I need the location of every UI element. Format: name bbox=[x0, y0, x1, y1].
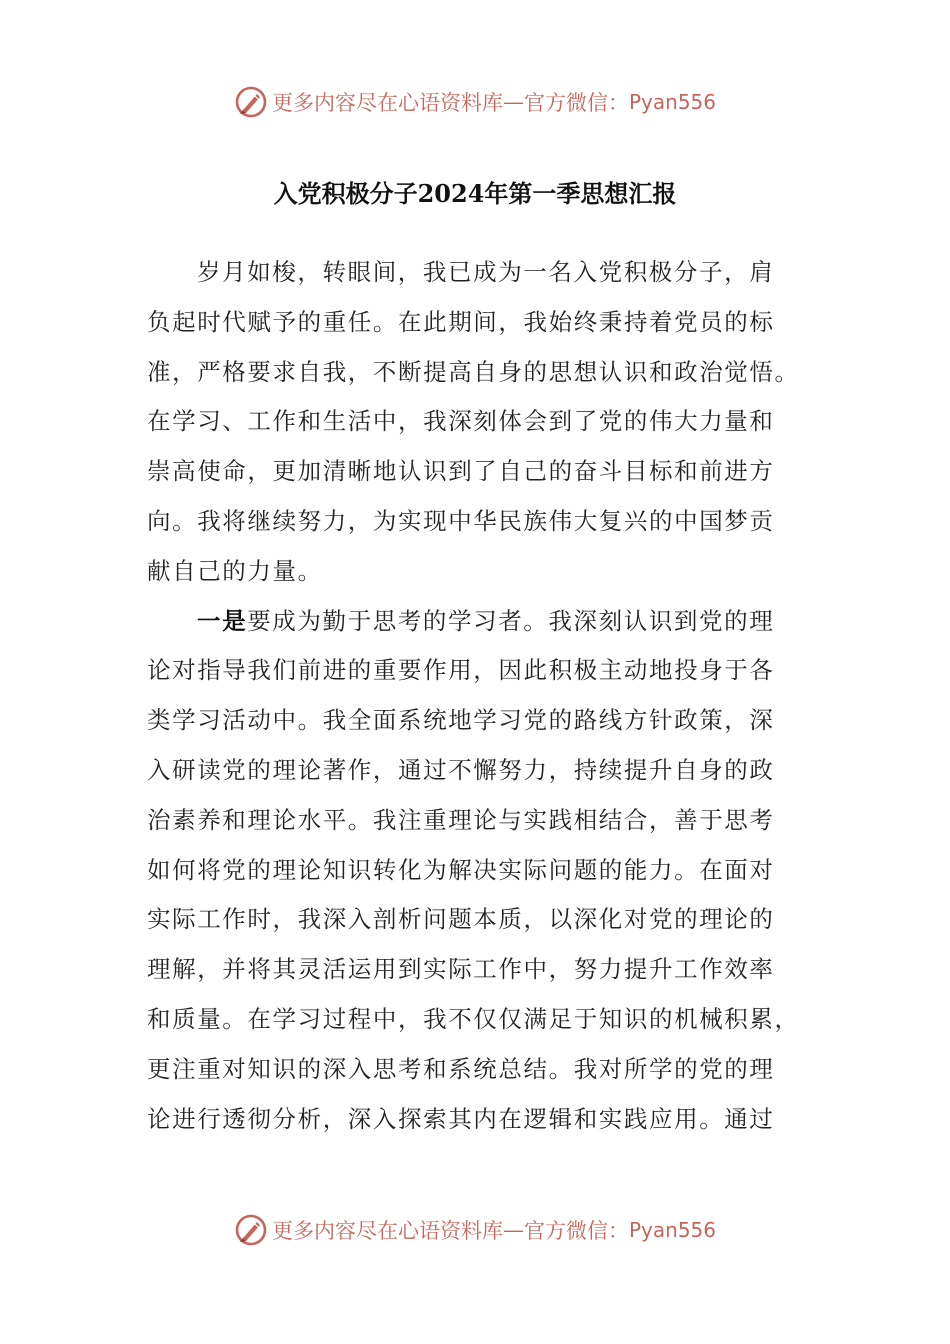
text-line: 如何将党的理论知识转化为解决实际问题的能力。在面对 bbox=[147, 855, 775, 884]
text-line: 和质量。在学习过程中，我不仅仅满足于知识的机械积累， bbox=[147, 1004, 800, 1033]
text-line: 入研读党的理论著作，通过不懈努力，持续提升自身的政 bbox=[147, 755, 775, 784]
header-banner bbox=[0, 82, 950, 122]
text-line: 准，严格要求自我，不断提高自身的思想认识和政治觉悟。 bbox=[147, 357, 800, 386]
text-line: 崇高使命，更加清晰地认识到了自己的奋斗目标和前进方 bbox=[147, 457, 775, 486]
paragraph-2 bbox=[147, 597, 807, 1145]
banner-separator: — bbox=[502, 1218, 524, 1242]
text-line: 在学习、工作和生活中，我深刻体会到了党的伟大力量和 bbox=[147, 407, 775, 436]
text-line: 治素养和理论水平。我注重理论与实践相结合，善于思考 bbox=[147, 805, 775, 834]
text-line: 理解，并将其灵活运用到实际工作中，努力提升工作效率 bbox=[147, 955, 775, 984]
text-line: 论进行透彻分析，深入探索其内在逻辑和实践应用。通过 bbox=[147, 1104, 775, 1133]
text-line: 向。我将继续努力，为实现中华民族伟大复兴的中国梦贡 bbox=[147, 506, 775, 535]
footer-banner bbox=[0, 1210, 950, 1250]
document-title: 入党积极分子2024年第一季思想汇报 bbox=[273, 179, 677, 208]
banner-separator: — bbox=[502, 90, 524, 114]
banner-id-code: Pyan556 bbox=[628, 90, 716, 114]
pen-logo-icon bbox=[234, 1213, 268, 1247]
text-line: 实际工作时，我深入剖析问题本质，以深化对党的理论的 bbox=[147, 905, 775, 934]
banner-text: 更多内容尽在心语资料库 bbox=[271, 1219, 503, 1243]
text-line bbox=[147, 597, 807, 647]
text-line: 献自己的力量。 bbox=[147, 556, 323, 585]
banner-id-code: Pyan556 bbox=[628, 1218, 716, 1242]
document-body bbox=[147, 248, 807, 1144]
text-line: 岁月如梭，转眼间，我已成为一名入党积极分子，肩 bbox=[197, 258, 775, 286]
banner-text: 更多内容尽在心语资料库 bbox=[271, 91, 503, 115]
paragraph-1 bbox=[147, 248, 807, 597]
paragraph-lead-rest: 要成为勤于思考的学习者。我深刻认识到党的理 bbox=[247, 606, 775, 635]
text-line: 负起时代赋予的重任。在此期间，我始终秉持着党员的标 bbox=[147, 307, 775, 336]
text-line: 类学习活动中。我全面系统地学习党的路线方针政策，深 bbox=[147, 706, 775, 735]
text-line: 更注重对知识的深入思考和系统总结。我对所学的党的理 bbox=[147, 1054, 775, 1083]
banner-official-label: 官方微信： bbox=[523, 1219, 629, 1243]
banner-official-label: 官方微信： bbox=[523, 91, 629, 115]
pen-logo-icon bbox=[234, 85, 268, 119]
paragraph-lead: 一是 bbox=[197, 606, 248, 635]
text-line: 论对指导我们前进的重要作用，因此积极主动地投身于各 bbox=[147, 656, 775, 685]
